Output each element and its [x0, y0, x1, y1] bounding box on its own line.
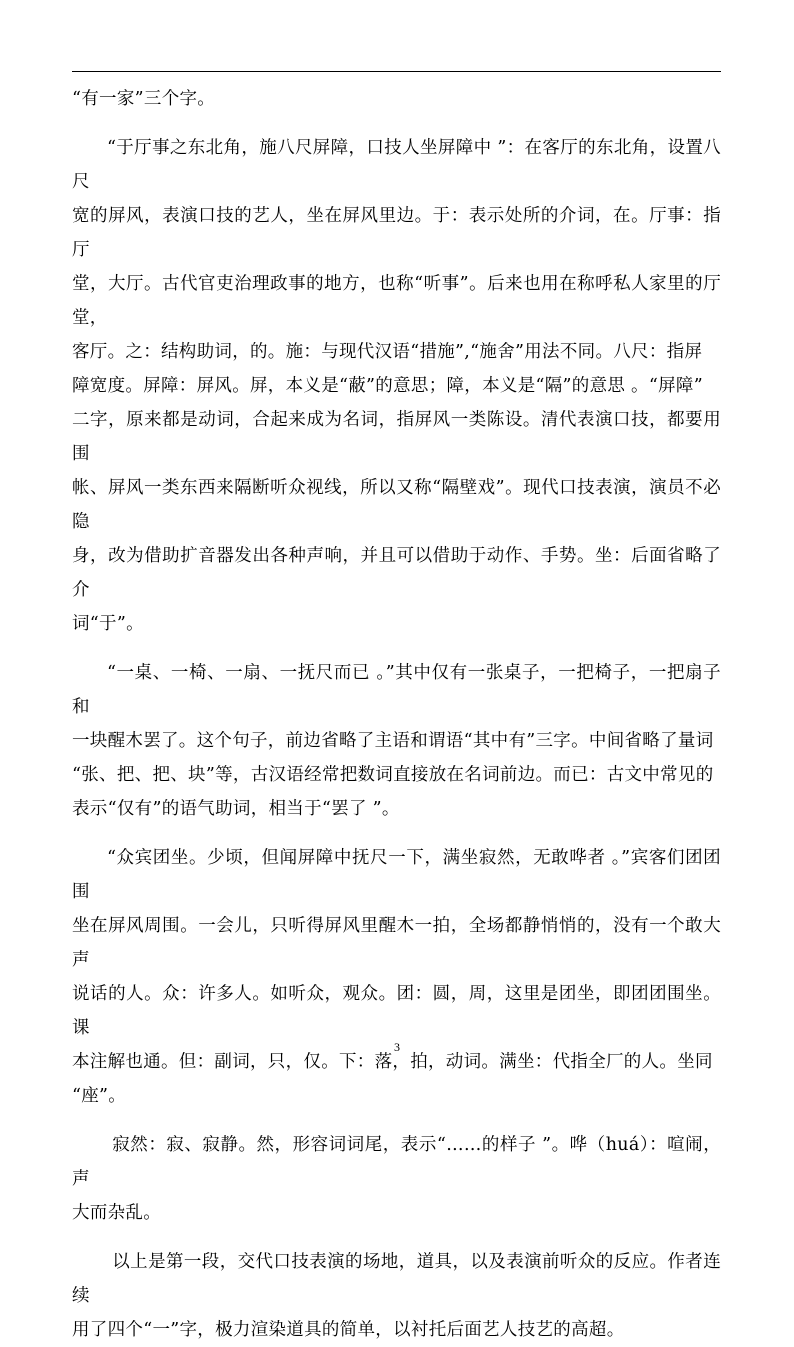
paragraph-3 [72, 656, 721, 826]
text-line: 坐在屏风周围。一会儿，只听得屏风里醒木一拍，全场都静悄悄的，没有一个敢大声 [72, 916, 721, 970]
text-line: “张、把、把、块”等，古汉语经常把数词直接放在名词前边。而已：古文中常见的 [72, 765, 714, 785]
text-line: 用了四个“一”字，极力渲染道具的简单，以衬托后面艺人技艺的高超。 [72, 1320, 625, 1340]
text-line: 二字，原来都是动词，合起来成为名词，指屏风一类陈设。清代表演口技，都要用围 [72, 410, 721, 464]
text-line: 以上是第一段，交代口技表演的场地，道具，以及表演前听众的反应。作者连续 [72, 1252, 721, 1306]
text-line: “一桌、一椅、一扇、一抚尺而已 。”其中仅有一张桌子，一把椅子，一把扇子和 [72, 663, 721, 717]
paragraph-5 [72, 1128, 721, 1230]
text-line: 一块醒木罢了。这个句子，前边省略了主语和谓语“其中有”三字。中间省略了量词 [72, 731, 714, 751]
text-line: 帐、屏风一类东西来隔断听众视线，所以又称“隔壁戏”。现代口技表演，演员不必隐 [72, 478, 721, 532]
paragraph-6 [72, 1245, 721, 1347]
text-line: 客厅。之：结构助词，的。施：与现代汉语“措施”,“施舍”用法不同。八尺：指屏 [72, 342, 703, 362]
text-line: 身，改为借助扩音器发出各种声响，并且可以借助于动作、手势。坐：后面省略了介 [72, 546, 721, 600]
header-rule [72, 71, 721, 72]
paragraph-1 [72, 82, 721, 116]
text-line: 大而杂乱。 [72, 1203, 161, 1223]
text-line: 宽的屏风，表演口技的艺人，坐在屏风里边。于：表示处所的介词，在。厅事：指厅 [72, 206, 721, 260]
paragraph-4 [72, 841, 721, 1113]
text-line: “于厅事之东北角，施八尺屏障，口技人坐屏障中 ”：在客厅的东北角，设置八尺 [72, 138, 721, 192]
text-line: “座”。 [72, 1086, 127, 1106]
text-line: 词“于”。 [72, 614, 144, 634]
paragraph-2 [72, 131, 721, 641]
page-number: 3 [394, 1040, 400, 1054]
document-body [72, 82, 721, 1347]
text-line: 寂然：寂、寂静。然，形容词词尾，表示“……的样子 ”。哗（huá）：喧闹，声 [72, 1135, 721, 1189]
text-line: 堂，大厅。古代官吏治理政事的地方，也称“听事”。后来也用在称呼私人家里的厅堂， [72, 274, 721, 328]
text-line: “众宾团坐。少顷，但闻屏障中抚尺一下，满坐寂然，无敢哗者 。”宾客们团团围 [72, 848, 721, 902]
text-line: 说话的人。众：许多人。如听众，观众。团：圆，周，这里是团坐，即团团围坐。课 [72, 984, 721, 1038]
text-line: “有一家”三个字。 [72, 89, 216, 109]
text-line: 障宽度。屏障：屏风。屏，本义是“蔽”的意思；障，本义是“隔”的意思 。“屏障” [72, 376, 703, 396]
text-line: 表示“仅有”的语气助词，相当于“罢了 ”。 [72, 799, 400, 819]
text-line: 本注解也通。但：副词，只，仅。下：落，拍，动词。满坐：代指全厂的人。坐同 [72, 1052, 713, 1072]
